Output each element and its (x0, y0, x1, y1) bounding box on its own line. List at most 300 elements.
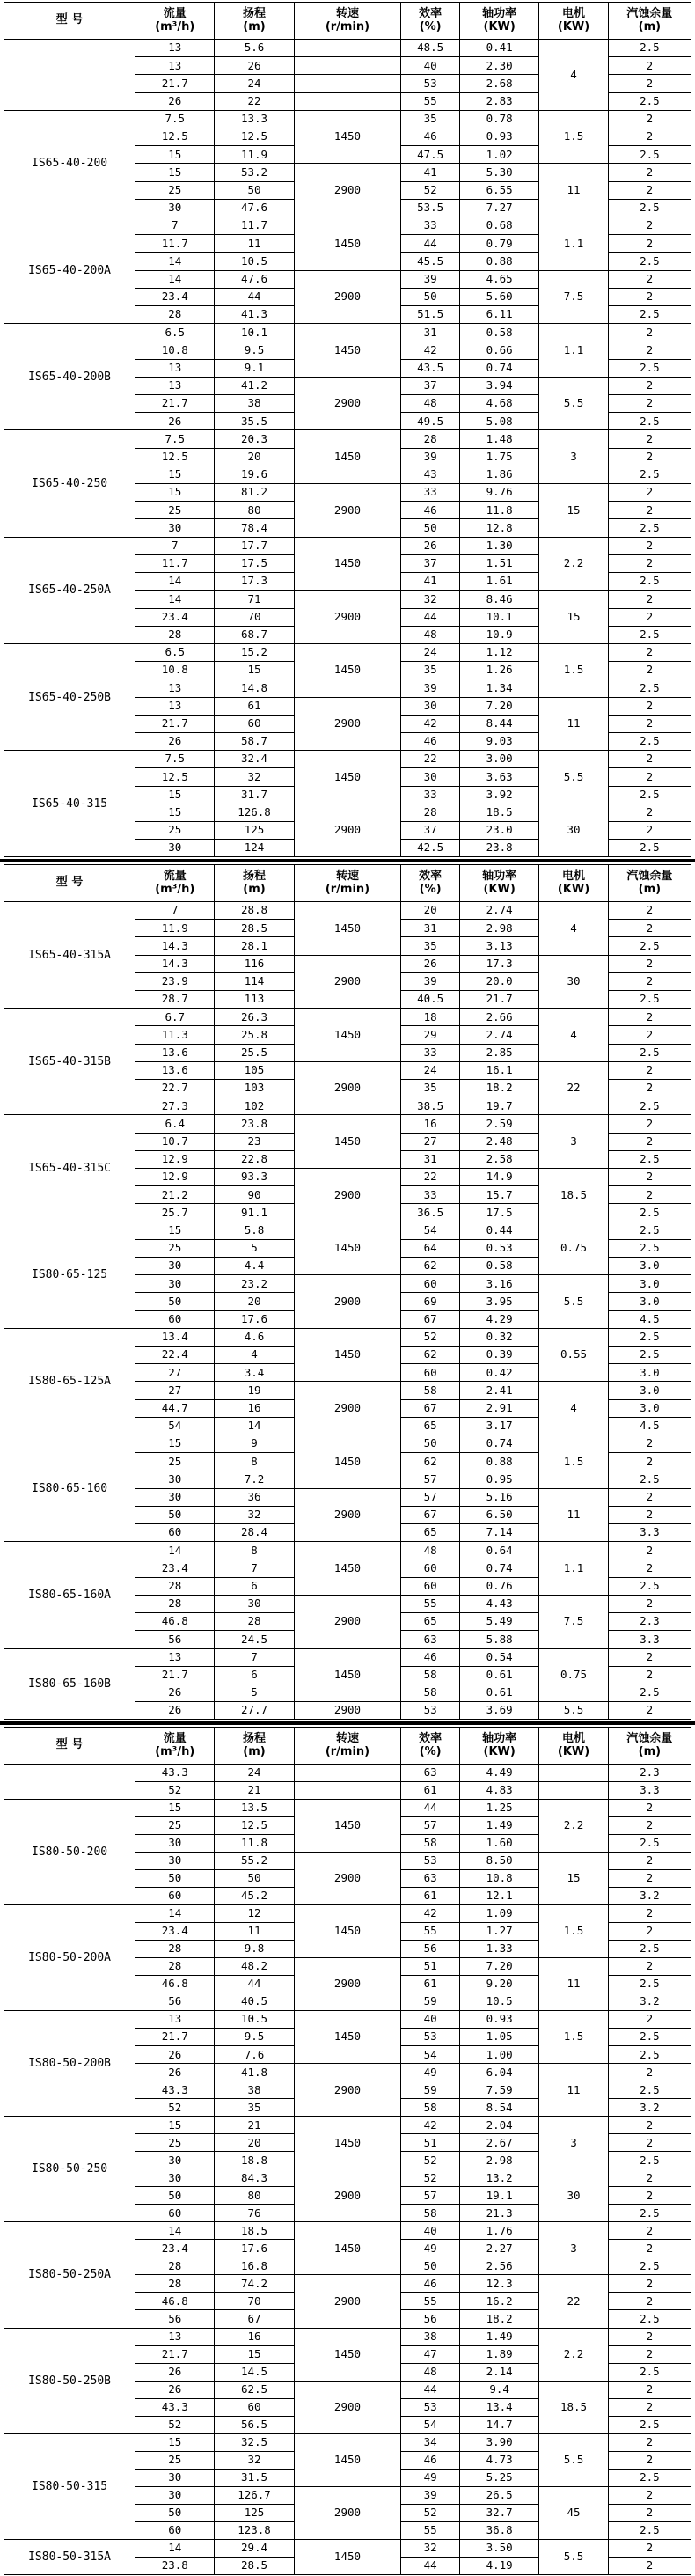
flow-cell: 28 (135, 1958, 215, 1976)
head-cell: 28.5 (215, 2557, 294, 2574)
table-row (4, 751, 691, 768)
head-cell: 60 (215, 2398, 294, 2416)
speed-cell: 1450 (294, 2433, 401, 2486)
header-shaft-unit: (KW) (483, 882, 516, 896)
npsh-cell: 2.5 (608, 2521, 691, 2539)
flow-cell: 46.8 (135, 1976, 215, 1993)
head-cell: 17.7 (215, 537, 294, 554)
motor-cell: 1.5 (539, 2011, 608, 2064)
npsh-cell: 3.2 (608, 1888, 691, 1905)
flow-cell: 15 (135, 1435, 215, 1453)
npsh-cell: 4.5 (608, 1417, 691, 1435)
head-cell: 7 (215, 1648, 294, 1666)
flow-cell: 15 (135, 484, 215, 502)
shaft-power-cell: 15.7 (460, 1186, 539, 1204)
flow-cell: 23.8 (135, 2557, 215, 2574)
speed-cell: 2900 (294, 2169, 401, 2222)
flow-cell: 28.7 (135, 991, 215, 1009)
flow-cell: 30 (135, 1275, 215, 1293)
model-cell: IS65-40-315C (4, 1115, 135, 1222)
flow-cell: 28 (135, 1595, 215, 1612)
shaft-power-cell: 0.68 (460, 217, 539, 235)
speed-cell: 1450 (294, 217, 401, 271)
shaft-power-cell: 3.69 (460, 1702, 539, 1720)
efficiency-cell: 56 (401, 1941, 460, 1958)
npsh-cell: 2.5 (608, 199, 691, 217)
efficiency-cell: 53 (401, 2398, 460, 2416)
shaft-power-cell: 21.3 (460, 2205, 539, 2222)
flow-cell: 28 (135, 2275, 215, 2293)
npsh-cell: 3.0 (608, 1364, 691, 1382)
speed-cell: 2900 (294, 1382, 401, 1435)
head-cell: 125 (215, 821, 294, 839)
head-cell: 70 (215, 608, 294, 626)
npsh-cell: 3.0 (608, 1293, 691, 1310)
efficiency-cell: 46 (401, 2451, 460, 2469)
head-cell: 32 (215, 2451, 294, 2469)
header-model (4, 1728, 135, 1765)
npsh-cell: 2.5 (608, 253, 691, 270)
efficiency-cell: 42 (401, 715, 460, 732)
efficiency-cell: 42.5 (401, 840, 460, 857)
motor-cell: 4 (539, 40, 608, 111)
flow-cell: 11.7 (135, 554, 215, 572)
efficiency-cell: 57 (401, 2187, 460, 2205)
flow-cell: 21.2 (135, 1186, 215, 1204)
header-shaft-unit: (KW) (483, 19, 516, 33)
speed-cell: 2900 (294, 270, 401, 324)
shaft-power-cell: 0.61 (460, 1684, 539, 1701)
efficiency-cell: 20 (401, 902, 460, 920)
head-cell: 27.7 (215, 1702, 294, 1720)
flow-cell: 30 (135, 199, 215, 217)
shaft-power-cell: 6.11 (460, 306, 539, 324)
head-cell: 91.1 (215, 1204, 294, 1222)
table-row (4, 1115, 691, 1133)
flow-cell: 56 (135, 1993, 215, 2011)
shaft-power-cell: 8.46 (460, 591, 539, 608)
flow-cell: 60 (135, 1888, 215, 1905)
npsh-cell: 2 (608, 1506, 691, 1523)
npsh-cell: 2 (608, 554, 691, 572)
shaft-power-cell: 7.14 (460, 1524, 539, 1542)
npsh-cell: 2 (608, 2117, 691, 2134)
shaft-power-cell: 8.44 (460, 715, 539, 732)
header-speed-label: 转速 (335, 869, 359, 883)
head-cell: 13.3 (215, 110, 294, 128)
efficiency-cell: 58 (401, 1835, 460, 1853)
head-cell: 10.5 (215, 2011, 294, 2029)
npsh-cell: 2.5 (608, 1941, 691, 1958)
efficiency-cell: 48 (401, 2363, 460, 2381)
efficiency-cell: 43 (401, 466, 460, 483)
efficiency-cell: 51.5 (401, 306, 460, 324)
flow-cell: 52 (135, 2416, 215, 2433)
flow-cell: 28 (135, 306, 215, 324)
head-cell: 125 (215, 2504, 294, 2521)
npsh-cell: 2.5 (608, 1239, 691, 1257)
speed-cell: 2900 (294, 1595, 401, 1648)
header-motor-label: 电机 (562, 6, 586, 20)
speed-cell: 1450 (294, 2328, 401, 2381)
shaft-power-cell: 0.79 (460, 235, 539, 253)
efficiency-cell: 62 (401, 1453, 460, 1471)
efficiency-cell: 48 (401, 626, 460, 643)
flow-cell: 25 (135, 502, 215, 519)
efficiency-cell: 28 (401, 430, 460, 448)
head-cell: 17.5 (215, 554, 294, 572)
efficiency-cell: 32 (401, 591, 460, 608)
speed-cell (294, 1782, 401, 1800)
model-cell: IS80-65-160B (4, 1648, 135, 1720)
flow-cell: 6.7 (135, 1009, 215, 1026)
pump-table-section-2 (4, 864, 691, 1720)
table-row (4, 2433, 691, 2451)
speed-cell: 2900 (294, 1275, 401, 1329)
head-cell: 8 (215, 1453, 294, 1471)
flow-cell: 23.9 (135, 972, 215, 990)
npsh-cell: 2.5 (608, 679, 691, 697)
npsh-cell: 2.5 (608, 1976, 691, 1993)
shaft-power-cell: 7.20 (460, 697, 539, 715)
pump-table (4, 864, 691, 1720)
model-cell: IS80-65-160 (4, 1435, 135, 1542)
head-cell: 4.4 (215, 1258, 294, 1275)
header-eff-label: 效率 (419, 6, 443, 20)
npsh-cell: 2 (608, 1115, 691, 1133)
shaft-power-cell: 2.27 (460, 2240, 539, 2257)
flow-cell: 23.4 (135, 288, 215, 305)
head-cell: 5 (215, 1239, 294, 1257)
head-cell: 6 (215, 1666, 294, 1684)
shaft-power-cell: 0.54 (460, 1648, 539, 1666)
flow-cell: 6.5 (135, 324, 215, 341)
flow-cell: 28 (135, 1941, 215, 1958)
shaft-power-cell: 2.56 (460, 2257, 539, 2275)
header-motor (539, 865, 608, 902)
table-row (4, 217, 691, 235)
motor-cell: 7.5 (539, 270, 608, 324)
shaft-power-cell: 0.93 (460, 128, 539, 146)
head-cell: 4 (215, 1347, 294, 1364)
flow-cell: 30 (135, 2152, 215, 2169)
efficiency-cell: 52 (401, 181, 460, 199)
npsh-cell: 2.5 (608, 1044, 691, 1061)
efficiency-cell: 58 (401, 2205, 460, 2222)
shaft-power-cell: 12.8 (460, 519, 539, 537)
head-cell: 29.4 (215, 2539, 294, 2557)
efficiency-cell: 58 (401, 1684, 460, 1701)
npsh-cell: 2 (608, 2433, 691, 2451)
header-speed (294, 3, 401, 40)
shaft-power-cell: 0.78 (460, 110, 539, 128)
shaft-power-cell: 2.98 (460, 920, 539, 937)
header-npsh (608, 3, 691, 40)
speed-cell: 1450 (294, 1009, 401, 1062)
model-cell: IS65-40-250B (4, 643, 135, 750)
header-head-unit: (m) (243, 882, 266, 896)
head-cell: 20 (215, 448, 294, 466)
table-row (4, 2328, 691, 2345)
model-cell: IS65-40-315B (4, 1009, 135, 1115)
speed-cell: 2900 (294, 955, 401, 1009)
npsh-cell: 2 (608, 2064, 691, 2081)
efficiency-cell: 34 (401, 2433, 460, 2451)
npsh-cell: 2 (608, 955, 691, 972)
pump-table-section-3 (4, 1727, 691, 2574)
head-cell: 5.6 (215, 40, 294, 57)
header-shaft-unit: (KW) (483, 1744, 516, 1758)
head-cell: 30 (215, 1595, 294, 1612)
npsh-cell: 2.5 (608, 732, 691, 750)
shaft-power-cell: 3.13 (460, 937, 539, 955)
head-cell: 35 (215, 2099, 294, 2117)
head-cell: 26.3 (215, 1009, 294, 1026)
shaft-power-cell: 2.48 (460, 1133, 539, 1150)
header-eff-unit: (%) (419, 1744, 442, 1758)
efficiency-cell: 42 (401, 341, 460, 359)
head-cell: 32 (215, 768, 294, 786)
head-cell: 32.4 (215, 751, 294, 768)
flow-cell: 13 (135, 1648, 215, 1666)
header-npsh-unit: (m) (638, 882, 662, 896)
npsh-cell: 2 (608, 235, 691, 253)
header-flow-unit: (m³/h) (155, 882, 195, 896)
shaft-power-cell: 2.30 (460, 57, 539, 75)
shaft-power-cell: 1.89 (460, 2345, 539, 2363)
speed-cell: 1450 (294, 1115, 401, 1169)
efficiency-cell: 58 (401, 1666, 460, 1684)
table-row (4, 40, 691, 57)
head-cell: 41.2 (215, 377, 294, 394)
header-speed (294, 865, 401, 902)
table-row (4, 110, 691, 128)
flow-cell: 26 (135, 732, 215, 750)
flow-cell: 14 (135, 2222, 215, 2240)
head-cell: 35.5 (215, 413, 294, 430)
flow-cell: 11.9 (135, 920, 215, 937)
shaft-power-cell: 4.68 (460, 395, 539, 413)
model-cell: IS65-40-250 (4, 430, 135, 537)
model-cell: IS65-40-200 (4, 110, 135, 217)
motor-cell: 4 (539, 1382, 608, 1435)
table-row (4, 1905, 691, 1923)
header-motor (539, 1728, 608, 1765)
flow-cell: 13 (135, 679, 215, 697)
npsh-cell: 2.5 (608, 2416, 691, 2433)
npsh-cell: 2 (608, 57, 691, 75)
flow-cell: 22.7 (135, 1080, 215, 1097)
npsh-cell: 2 (608, 2169, 691, 2187)
motor-cell: 5.5 (539, 377, 608, 430)
efficiency-cell: 62 (401, 1347, 460, 1364)
npsh-cell: 2.5 (608, 2205, 691, 2222)
efficiency-cell: 24 (401, 1061, 460, 1079)
shaft-power-cell: 2.74 (460, 902, 539, 920)
flow-cell: 15 (135, 466, 215, 483)
header-motor-unit: (KW) (557, 1744, 590, 1758)
efficiency-cell: 33 (401, 217, 460, 235)
flow-cell: 13 (135, 40, 215, 57)
head-cell: 5 (215, 1684, 294, 1701)
header-speed-unit: (r/min) (325, 882, 370, 896)
efficiency-cell: 59 (401, 1993, 460, 2011)
head-cell: 14.5 (215, 2363, 294, 2381)
head-cell: 126.8 (215, 804, 294, 821)
shaft-power-cell: 1.49 (460, 2328, 539, 2345)
shaft-power-cell: 18.2 (460, 1080, 539, 1097)
shaft-power-cell: 1.26 (460, 662, 539, 679)
motor-cell: 0.75 (539, 1648, 608, 1702)
header-motor-label: 电机 (562, 1731, 586, 1745)
npsh-cell: 2 (608, 217, 691, 235)
shaft-power-cell: 11.8 (460, 502, 539, 519)
head-cell: 23.2 (215, 1275, 294, 1293)
efficiency-cell: 62 (401, 1258, 460, 1275)
flow-cell: 10.8 (135, 662, 215, 679)
efficiency-cell: 55 (401, 1595, 460, 1612)
header-eff (401, 3, 460, 40)
shaft-power-cell: 2.98 (460, 2152, 539, 2169)
speed-cell: 2900 (294, 2064, 401, 2117)
head-cell: 80 (215, 2187, 294, 2205)
efficiency-cell: 54 (401, 2046, 460, 2064)
flow-cell: 43.3 (135, 1765, 215, 1782)
efficiency-cell: 54 (401, 1222, 460, 1239)
shaft-power-cell: 2.14 (460, 2363, 539, 2381)
npsh-cell: 2.5 (608, 626, 691, 643)
head-cell: 19 (215, 1382, 294, 1399)
flow-cell: 52 (135, 1782, 215, 1800)
head-cell: 61 (215, 697, 294, 715)
table-row (4, 1009, 691, 1026)
flow-cell: 21.7 (135, 2029, 215, 2046)
head-cell: 47.6 (215, 199, 294, 217)
motor-cell: 11 (539, 697, 608, 751)
head-cell: 16 (215, 2328, 294, 2345)
efficiency-cell: 47.5 (401, 146, 460, 164)
flow-cell: 11.7 (135, 235, 215, 253)
shaft-power-cell: 3.50 (460, 2539, 539, 2557)
efficiency-cell: 50 (401, 288, 460, 305)
flow-cell: 14 (135, 1905, 215, 1923)
speed-cell (294, 1765, 401, 1782)
motor-cell: 7.5 (539, 1595, 608, 1648)
npsh-cell: 3.2 (608, 2099, 691, 2117)
header-eff (401, 1728, 460, 1765)
shaft-power-cell: 2.59 (460, 1115, 539, 1133)
npsh-cell: 2 (608, 2011, 691, 2029)
shaft-power-cell: 3.95 (460, 1293, 539, 1310)
flow-cell: 21.7 (135, 2345, 215, 2363)
efficiency-cell: 60 (401, 1364, 460, 1382)
motor-cell: 11 (539, 1958, 608, 2011)
header-head-label: 扬程 (243, 1731, 267, 1745)
header-motor-unit: (KW) (557, 882, 590, 896)
pump-table (4, 1727, 691, 2575)
head-cell: 28.4 (215, 1524, 294, 1542)
npsh-cell: 2 (608, 1453, 691, 1471)
npsh-cell: 2 (608, 181, 691, 199)
shaft-power-cell: 0.88 (460, 1453, 539, 1471)
npsh-cell: 2 (608, 751, 691, 768)
header-model-label: 型 号 (55, 13, 84, 27)
npsh-cell: 2 (608, 902, 691, 920)
motor-cell: 5.5 (539, 1702, 608, 1720)
head-cell: 28.1 (215, 937, 294, 955)
shaft-power-cell: 1.48 (460, 430, 539, 448)
shaft-power-cell: 17.3 (460, 955, 539, 972)
head-cell: 26 (215, 57, 294, 75)
header-speed-unit: (r/min) (325, 1744, 370, 1758)
header-npsh-label: 汽蚀余量 (626, 6, 673, 20)
efficiency-cell: 49 (401, 2240, 460, 2257)
motor-cell: 4 (539, 902, 608, 956)
shaft-power-cell: 1.34 (460, 679, 539, 697)
flow-cell: 23.4 (135, 2240, 215, 2257)
npsh-cell: 3.3 (608, 1524, 691, 1542)
shaft-power-cell: 2.66 (460, 1009, 539, 1026)
shaft-power-cell: 8.54 (460, 2099, 539, 2117)
flow-cell: 25 (135, 1453, 215, 1471)
flow-cell: 50 (135, 1870, 215, 1888)
speed-cell: 2900 (294, 1958, 401, 2011)
shaft-power-cell: 5.49 (460, 1613, 539, 1631)
head-cell: 7.6 (215, 2046, 294, 2064)
efficiency-cell: 55 (401, 92, 460, 110)
flow-cell: 12.9 (135, 1150, 215, 1168)
table-row (4, 2539, 691, 2557)
table-row (4, 1800, 691, 1817)
flow-cell: 26 (135, 2064, 215, 2081)
model-cell: IS80-50-250A (4, 2222, 135, 2328)
head-cell: 11.9 (215, 146, 294, 164)
head-cell: 71 (215, 591, 294, 608)
efficiency-cell: 16 (401, 1115, 460, 1133)
npsh-cell: 2.5 (608, 359, 691, 377)
head-cell: 16 (215, 1399, 294, 1417)
speed-cell: 1450 (294, 1800, 401, 1853)
npsh-cell: 2 (608, 2486, 691, 2504)
flow-cell: 11.3 (135, 1026, 215, 1044)
flow-cell: 60 (135, 1310, 215, 1328)
speed-cell: 1450 (294, 324, 401, 378)
shaft-power-cell: 12.1 (460, 1888, 539, 1905)
head-cell: 53.2 (215, 164, 294, 181)
shaft-power-cell: 1.49 (460, 1817, 539, 1835)
motor-cell: 30 (539, 2169, 608, 2222)
head-cell: 8 (215, 1542, 294, 1560)
flow-cell: 27 (135, 1382, 215, 1399)
efficiency-cell: 31 (401, 324, 460, 341)
flow-cell: 26 (135, 2381, 215, 2398)
head-cell: 25.8 (215, 1026, 294, 1044)
flow-cell: 7.5 (135, 430, 215, 448)
shaft-power-cell: 1.86 (460, 466, 539, 483)
model-cell: IS65-40-200A (4, 217, 135, 324)
shaft-power-cell: 4.49 (460, 1765, 539, 1782)
model-cell: IS80-50-315A (4, 2539, 135, 2574)
efficiency-cell: 37 (401, 821, 460, 839)
efficiency-cell: 54 (401, 2416, 460, 2433)
head-cell: 67 (215, 2310, 294, 2328)
model-cell: IS65-40-200B (4, 324, 135, 430)
flow-cell: 7 (135, 902, 215, 920)
npsh-cell: 2.5 (608, 1684, 691, 1701)
npsh-cell: 2.5 (608, 1471, 691, 1488)
head-cell: 24.5 (215, 1631, 294, 1648)
head-cell: 22.8 (215, 1150, 294, 1168)
